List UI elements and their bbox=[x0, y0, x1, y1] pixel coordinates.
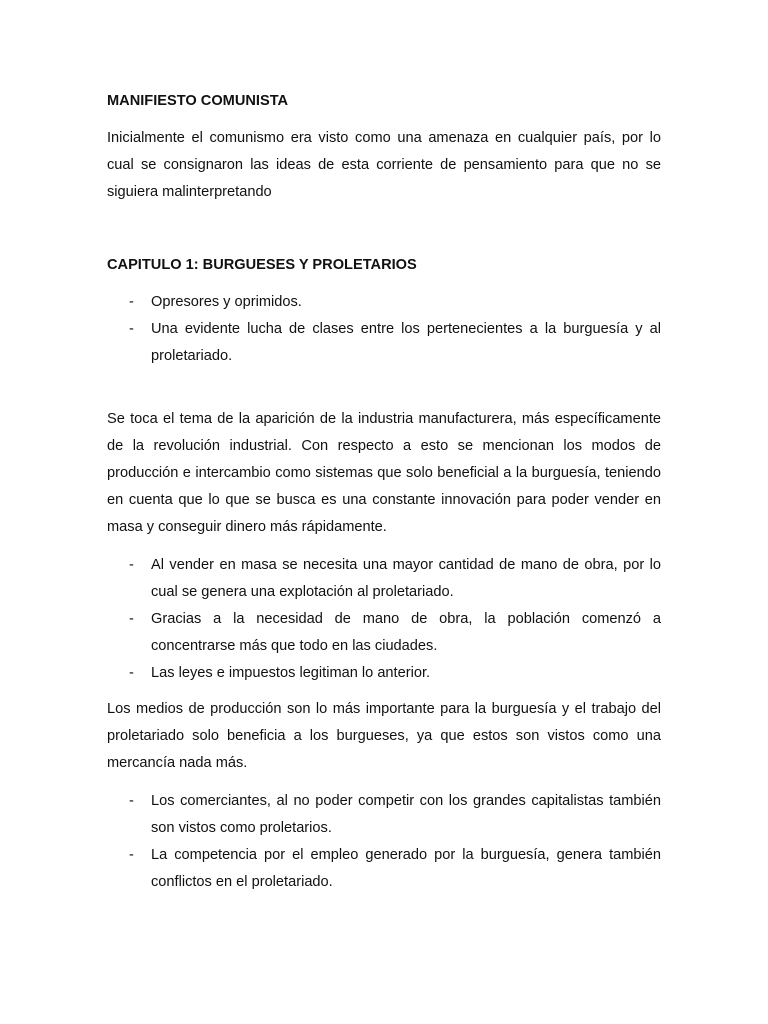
list-item bbox=[107, 660, 661, 687]
list-item bbox=[107, 842, 661, 896]
list-item-text: Opresores y oprimidos. bbox=[151, 294, 302, 310]
body-paragraph-1: Se toca el tema de la aparición de la industria manufacturera, más específicamente de la revolución industrial. Con respecto a esto se mencionan los modos de producción e intercambio como sistemas que solo beneficial a la burguesía, teniendo en cuenta que lo que se busca es una constante innovación para poder vender en masa y conseguir dinero más rápidamente. bbox=[107, 411, 661, 535]
dash-bullet: - bbox=[129, 793, 134, 809]
list-item bbox=[107, 606, 661, 660]
list-item-text: La competencia por el empleo generado por la burguesía, genera también conflictos en el proletariado. bbox=[151, 847, 661, 890]
dash-bullet: - bbox=[129, 294, 134, 310]
dash-bullet: - bbox=[129, 665, 134, 681]
body-paragraph-2: Los medios de producción son lo más importante para la burguesía y el trabajo del proletariado solo beneficia a los burgueses, ya que estos son vistos como una mercancía nada más. bbox=[107, 701, 661, 771]
list-item-text: Una evidente lucha de clases entre los pertenecientes a la burguesía y al proletariado. bbox=[151, 321, 661, 364]
dash-bullet: - bbox=[129, 847, 134, 863]
dash-bullet: - bbox=[129, 557, 134, 573]
list-item bbox=[107, 788, 661, 842]
bullet-list-3 bbox=[107, 788, 661, 896]
bullet-list-2 bbox=[107, 552, 661, 687]
list-item-text: Las leyes e impuestos legitiman lo anterior. bbox=[151, 665, 431, 681]
dash-bullet: - bbox=[129, 321, 134, 337]
dash-bullet: - bbox=[129, 611, 134, 627]
list-item-text: Los comerciantes, al no poder competir con los grandes capitalistas también son vistos como proletarios. bbox=[151, 793, 661, 836]
bullet-list-1 bbox=[107, 289, 661, 370]
list-item bbox=[107, 316, 661, 370]
chapter-title: CAPITULO 1: BURGUESES Y PROLETARIOS bbox=[107, 257, 417, 273]
list-item-text: Gracias a la necesidad de mano de obra, la población comenzó a concentrarse más que todo en las ciudades. bbox=[151, 611, 661, 654]
document-title: MANIFIESTO COMUNISTA bbox=[107, 93, 289, 109]
list-item-text: Al vender en masa se necesita una mayor cantidad de mano de obra, por lo cual se genera una explotación al proletariado. bbox=[151, 557, 661, 600]
list-item bbox=[107, 552, 661, 606]
intro-paragraph: Inicialmente el comunismo era visto como una amenaza en cualquier país, por lo cual se consignaron las ideas de esta corriente de pensamiento para que no se siguiera malinterpretando bbox=[107, 130, 661, 200]
list-item bbox=[107, 289, 661, 316]
